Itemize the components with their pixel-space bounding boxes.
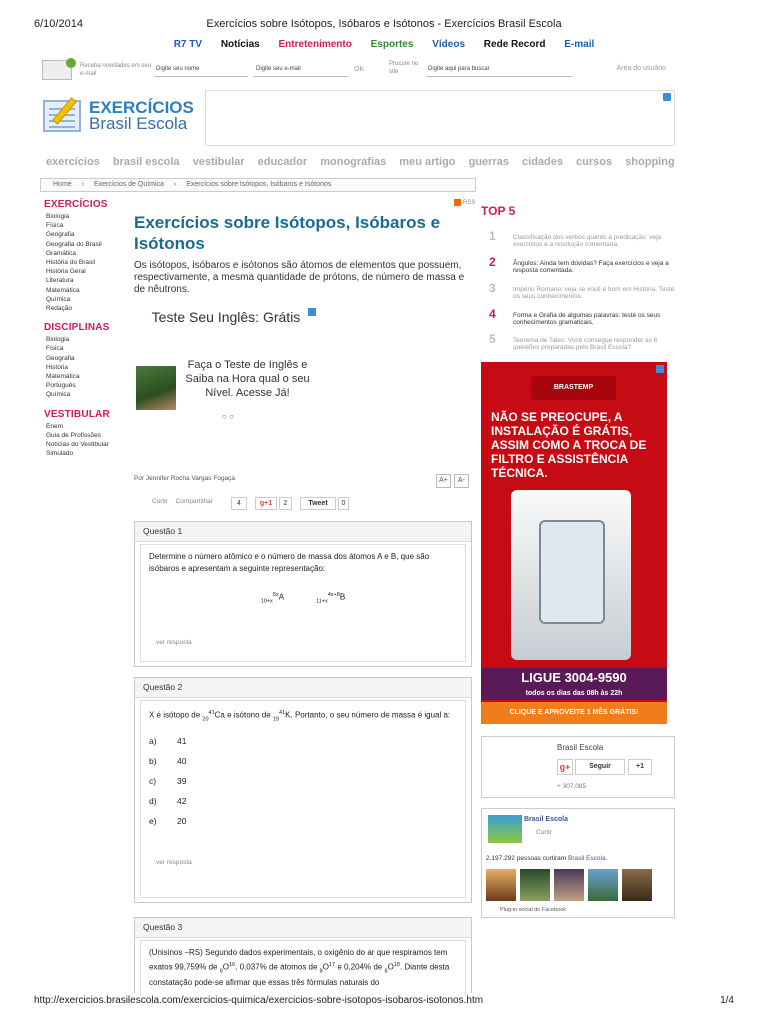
cat-exercicios[interactable]: exercícios xyxy=(46,156,100,168)
option-value: 39 xyxy=(177,776,187,787)
site-logo[interactable] xyxy=(43,96,198,138)
option-letter: e) xyxy=(149,816,157,827)
o-atomic-number: 8 xyxy=(219,968,223,975)
ad-headline: NÃO SE PREOCUPE, A INSTALAÇÃO É GRÁTIS, ASSIM COMO A TROCA DE FILTRO E ASSISTÊNCIA TÉCNICA. xyxy=(491,410,647,480)
question-card xyxy=(134,917,472,993)
cat-cursos[interactable]: cursos xyxy=(576,156,613,168)
question-label: Questão 2 xyxy=(135,678,471,698)
top5-heading: TOP 5 xyxy=(481,204,516,218)
cat-meu-artigo[interactable]: meu artigo xyxy=(399,156,456,168)
fan-avatar[interactable] xyxy=(588,869,618,901)
sidebar-link[interactable]: Geografia xyxy=(46,231,75,239)
email-field[interactable]: Digite seu e-mail xyxy=(254,63,348,77)
breadcrumb-separator: › xyxy=(81,181,84,188)
q3-text-a: (Unisinos –RS) Segundo dados experimentais, o oxigênio do ar que respiramos tem exatos 99,759% de xyxy=(149,948,448,972)
gplus-page-name[interactable]: Brasil Escola xyxy=(557,743,604,752)
gplus-follower-count: + 307.085 xyxy=(557,783,587,790)
topnav-entretenimento[interactable]: Entretenimento xyxy=(278,39,352,50)
sidebar-link[interactable]: História Geral xyxy=(46,268,86,276)
question-text xyxy=(149,707,457,725)
user-area-link[interactable]: Área do usuário xyxy=(616,65,666,72)
font-decrease-button[interactable]: A- xyxy=(454,474,469,488)
breadcrumb-quimica[interactable]: Exercícios de Química xyxy=(93,181,164,188)
sidebar-link[interactable]: Geografia do Brasil xyxy=(46,240,102,248)
top5-rank: 3 xyxy=(489,281,496,295)
q3-text-b: , 0,037% de átomos de xyxy=(235,962,318,972)
isobar-formula xyxy=(149,589,457,607)
brastemp-logo: BRASTEMP xyxy=(531,376,616,400)
topnav-videos[interactable]: Vídeos xyxy=(432,39,466,50)
sidebar-link[interactable]: Português xyxy=(46,382,76,390)
option-letter: d) xyxy=(149,796,157,807)
logo-line1: EXERCÍCIOS xyxy=(89,98,194,117)
breadcrumb-separator: › xyxy=(173,181,177,188)
top5-text: Teorema de Tales: Você consegue responder as 6 questões preparadas pelo Brasil Escola? xyxy=(513,337,658,351)
option-value: 40 xyxy=(177,756,187,767)
gplus-follow-button[interactable]: Seguir xyxy=(575,759,625,775)
question-body xyxy=(140,700,466,898)
top5-rank: 5 xyxy=(489,332,496,346)
question-card xyxy=(134,521,472,667)
o-atomic-number: 8 xyxy=(384,968,388,975)
fb-like-button[interactable]: Curtir xyxy=(536,829,552,836)
fb-count-text: 2.197.292 pessoas curtiram xyxy=(486,855,569,862)
social-share-bar xyxy=(152,498,213,505)
top5-rank: 2 xyxy=(489,255,496,269)
q3-text-d: . Diante desta constatação pode-se afirmar que essas três fórmulas naturais do xyxy=(149,962,450,988)
q3-text-c: e 0,204% de xyxy=(337,962,383,972)
adchoices-icon[interactable] xyxy=(656,365,664,373)
sidebar-link[interactable]: Biologia xyxy=(46,213,70,220)
fb-page-name[interactable]: Brasil Escola xyxy=(524,816,568,823)
adchoices-icon[interactable] xyxy=(308,308,316,316)
brastemp-ad[interactable] xyxy=(481,362,667,724)
ca-mass-number: 41 xyxy=(208,710,215,716)
category-nav xyxy=(46,156,685,168)
sidebar-link[interactable]: Geografia xyxy=(46,354,75,362)
ad-subtitle: Faça o Teste de Inglês e Saiba na Hora qual o seu Nível. Acesse Já! xyxy=(185,359,310,399)
ca-atomic-number: 20 xyxy=(202,716,209,723)
gplus-widget xyxy=(481,736,675,798)
k-atomic-number: 19 xyxy=(272,716,280,723)
answer-option[interactable] xyxy=(149,771,457,791)
fan-avatar[interactable] xyxy=(622,869,652,901)
sidebar-link[interactable]: Física xyxy=(46,222,64,230)
gplus-button[interactable]: g+1 xyxy=(255,497,277,510)
sidebar-heading-vestibular: VESTIBULAR xyxy=(44,408,110,420)
gplus-plus1-button[interactable]: +1 xyxy=(628,759,652,775)
print-date: 6/10/2014 xyxy=(34,18,83,30)
sidebar-heading-exercicios: EXERCÍCIOS xyxy=(44,199,108,210)
article-author: Por Jennifer Rocha Vargas Fogaça xyxy=(134,475,236,482)
question-body xyxy=(140,544,466,662)
fb-share-button[interactable]: Compartilhar xyxy=(175,498,213,505)
o16-mass: 16 xyxy=(229,962,236,968)
q2-text-a: X é isótopo de xyxy=(149,710,201,720)
formula-a-symbol: A xyxy=(278,592,284,602)
question-label: Questão 3 xyxy=(135,918,471,938)
topnav-esportes[interactable]: Esportes xyxy=(370,39,414,50)
adchoices-icon[interactable] xyxy=(663,93,671,101)
top-ad-banner[interactable] xyxy=(205,90,675,146)
sidebar-link[interactable]: Simulado xyxy=(46,450,74,458)
top5-rank: 1 xyxy=(489,229,496,243)
question-text: Determine o número atômico e o número de massa dos átomos A e B, que são isóbaros e apresentam a seguinte representação: xyxy=(149,552,430,573)
question-body xyxy=(140,940,466,996)
question-card xyxy=(134,677,472,903)
ad-title: Teste Seu Inglês: Grátis xyxy=(151,309,301,325)
topnav-r7tv[interactable]: R7 TV xyxy=(173,39,203,50)
o18-mass: 18 xyxy=(393,962,400,968)
english-test-ad[interactable] xyxy=(136,306,316,446)
option-value: 41 xyxy=(177,736,187,747)
water-purifier-image xyxy=(511,490,631,660)
rss-link[interactable]: RSS xyxy=(454,199,475,206)
fb-count-page-link[interactable]: Brasil Escola xyxy=(568,855,606,862)
gplus-icon[interactable]: g+ xyxy=(557,759,573,775)
k-mass-number: 41 xyxy=(279,710,286,716)
fb-like-button[interactable]: Curtir xyxy=(152,498,168,505)
answer-option[interactable] xyxy=(149,811,457,831)
o-atomic-number: 8 xyxy=(319,968,323,975)
fan-avatar[interactable] xyxy=(520,869,550,901)
cat-shopping[interactable]: shopping xyxy=(625,156,675,168)
sidebar-link[interactable]: História xyxy=(46,363,69,371)
sidebar-link[interactable]: Matemática xyxy=(46,286,80,294)
ad-photo xyxy=(136,366,176,410)
logo-line2: Brasil Escola xyxy=(89,114,188,133)
search-label: Procure no site xyxy=(389,61,419,75)
formula-a-sub: 10+x xyxy=(260,598,273,605)
formula-b-sup: 4x+8 xyxy=(327,592,340,598)
option-letter: b) xyxy=(149,756,157,767)
fan-avatar[interactable] xyxy=(554,869,584,901)
newsletter-label: Receba novidades em seu e-mail xyxy=(80,63,152,77)
topnav-noticias[interactable]: Notícias xyxy=(220,39,260,50)
newsletter-bar xyxy=(42,60,672,82)
envelope-icon xyxy=(42,60,72,80)
option-letter: c) xyxy=(149,776,157,787)
cat-brasil-escola[interactable]: brasil escola xyxy=(112,156,180,168)
top5-text: Forma e Grafia de algumas palavras: teste os seus conhecimentos gramaticais. xyxy=(513,312,661,326)
question-label: Questão 1 xyxy=(135,522,471,542)
search-input[interactable]: Digite aqui para buscar xyxy=(426,63,572,77)
formula-b-symbol: B xyxy=(339,592,346,602)
ad-hours: todos os dias das 08h às 22h xyxy=(525,690,623,697)
answer-option[interactable] xyxy=(149,791,457,811)
sidebar-link[interactable]: Matemática xyxy=(46,373,80,381)
option-value: 42 xyxy=(177,796,187,807)
o-symbol: O xyxy=(322,962,329,972)
option-value: 20 xyxy=(177,816,187,827)
option-letter: a) xyxy=(149,736,157,747)
print-page-number: 1/4 xyxy=(720,995,734,1006)
sidebar-link[interactable]: Gramática xyxy=(46,249,76,257)
sidebar-link[interactable]: Guia de Profissões xyxy=(46,431,101,439)
page-title: Exercícios sobre Isótopos, Isóbaros e Isótonos xyxy=(134,213,441,253)
article-lead: Os isótopos, isóbaros e isótonos são átomos de elementos que possuem, respectivamente, a mesma quantidade de prótons, de número de massa e de nêutrons. xyxy=(134,260,465,295)
cat-guerras[interactable]: guerras xyxy=(468,156,509,168)
ad-phone-number: LIGUE 3004-9590 xyxy=(521,670,627,685)
answer-option[interactable] xyxy=(149,731,457,751)
facebook-widget xyxy=(481,808,675,918)
sidebar-link[interactable]: Biologia xyxy=(46,336,70,344)
name-field[interactable]: Digite seu nome xyxy=(154,63,248,77)
ad-phone xyxy=(481,668,667,700)
portal-top-nav xyxy=(0,39,768,50)
o17-mass: 17 xyxy=(328,962,336,968)
o-symbol: O xyxy=(222,962,230,972)
tweet-button[interactable]: Tweet xyxy=(300,497,336,510)
q2-text-b: Ca e isótono de xyxy=(214,710,271,720)
carousel-dots[interactable]: ○ ○ xyxy=(222,412,234,421)
top5-text: Classificação dos verbos quanto à predicação: veja exercícios e a resolução comentada. xyxy=(513,234,662,248)
sidebar-link[interactable]: Redação xyxy=(46,305,73,313)
print-url: http://exercicios.brasilescola.com/exercicios-quimica/exercicios-sobre-isotopos-isobaros-isotonos.htm xyxy=(34,995,484,1006)
show-answer-link[interactable]: ver resposta xyxy=(156,639,192,647)
page-avatar[interactable] xyxy=(488,815,522,843)
sidebar-link[interactable]: Física xyxy=(46,345,64,353)
breadcrumb-home[interactable]: Home xyxy=(53,181,72,188)
newsletter-ok-button[interactable]: OK xyxy=(354,66,365,73)
answer-option[interactable] xyxy=(149,751,457,771)
formula-a-sup: 5x xyxy=(272,592,279,598)
gplus-count: 2 xyxy=(279,497,292,510)
sidebar-link[interactable]: Química xyxy=(46,295,71,303)
breadcrumb xyxy=(40,178,476,192)
ad-cta-button[interactable]: CLIQUE E APROVEITE 1 MÊS GRÁTIS! xyxy=(481,702,667,724)
breadcrumb-current: Exercícios sobre Isótopos, Isóbaros e Isótonos xyxy=(186,181,332,188)
cat-cidades[interactable]: cidades xyxy=(522,156,563,168)
sidebar-link[interactable]: Enem xyxy=(46,422,63,430)
font-increase-button[interactable]: A+ xyxy=(436,474,451,488)
top5-text: Império Romano: veja se você é bom em História. Teste os seus conhecimentos. xyxy=(513,286,675,300)
fb-count-end: . xyxy=(605,855,608,862)
topnav-rede-record[interactable]: Rede Record xyxy=(483,39,546,50)
top5-text: Ângulos: Ainda tem dúvidas? Faça exercícios e veja a resposta comentada. xyxy=(513,260,669,274)
print-title: Exercícios sobre Isótopos, Isóbaros e Isótonos - Exercícios Brasil Escola xyxy=(206,18,562,30)
q2-text-c: K. Portanto, o seu número de massa é igual a: xyxy=(285,710,451,720)
sidebar-link[interactable]: Notícias do Vestibular xyxy=(46,441,109,449)
cat-vestibular[interactable]: vestibular xyxy=(192,156,245,168)
tweet-count: 0 xyxy=(338,497,349,510)
fb-like-count xyxy=(486,855,607,862)
formula-b-sub: 11+x xyxy=(316,598,328,605)
cat-educador[interactable]: educador xyxy=(257,156,308,168)
fb-plugin-label: Plug-in social do Facebook xyxy=(500,907,567,913)
sidebar-link[interactable]: História do Brasil xyxy=(46,259,96,267)
cat-monografias[interactable]: monografias xyxy=(320,156,387,168)
show-answer-link[interactable]: ver resposta xyxy=(156,859,192,867)
topnav-email[interactable]: E-mail xyxy=(564,39,595,50)
sidebar-link[interactable]: Química xyxy=(46,391,71,399)
fan-avatar[interactable] xyxy=(486,869,516,901)
left-sidebar xyxy=(44,199,124,458)
sidebar-link[interactable]: Literatura xyxy=(46,277,74,285)
sidebar-heading-disciplinas: DISCIPLINAS xyxy=(44,322,110,334)
fb-count: 4 xyxy=(231,497,247,510)
o-symbol: O xyxy=(387,962,394,972)
top5-rank: 4 xyxy=(489,307,496,321)
